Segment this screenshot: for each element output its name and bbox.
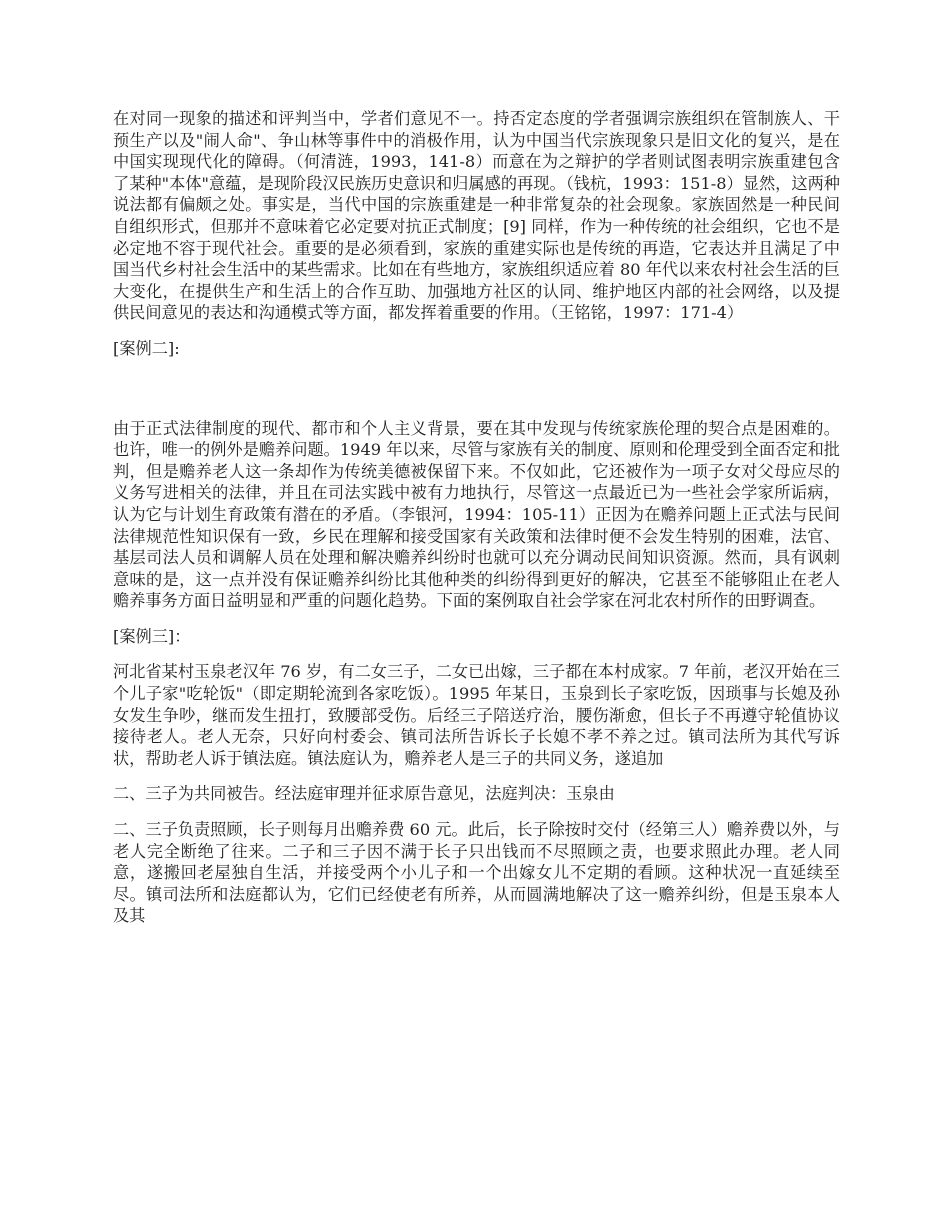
paragraph-lineage-debate: 在对同一现象的描述和评判当中，学者们意见不一。持否定态度的学者强调宗族组织在管制族人、干预生产以及"闹人命"、争山林等事件中的消极作用，认为中国当代宗族现象只是旧文化的复兴，是在中国实现现代化的障碍。（何清涟，1993，141-8）而意在为之辩护的学者则试图表明宗族重建包含了某种"本体"意蕴，是现阶段汉民族历史意识和归属感的再现。（钱杭，1993：151-8）显然，这两种说法都有偏颇之处。事实是，当代中国的宗族重建是一种非常复杂的社会现象。家族固然是一种民间自组织形式，但那并不意味着它必定要对抗正式制度；[9] 同样，作为一种传统的社会组织，它也不是必定地不容于现代社会。重要的是必须看到，家族的重建实际也是传统的再造，它表达并且满足了中国当代乡村社会生活中的某些需求。比如在有些地方，家族组织适应着 80 年代以来农村社会生活的巨大变化，在提供生产和生活上的合作互助、加强地方社区的认同、维护地区内部的社会网络，以及提供民间意见的表达和沟通模式等方面，都发挥着重要的作用。（王铭铭，1997：171-4）: [113, 109, 840, 323]
paragraph-aftermath: 二、三子负责照顾，长子则每月出赡养费 60 元。此后，长子除按时交付（经第三人）赡养费以外，与老人完全断绝了往来。二子和三子因不满于长子只出钱而不尽照顾之责，也要求照此办理。老人同意，遂搬回老屋独自生活，并接受两个小儿子和一个出嫁女儿不定期的看顾。这种状况一直延续至尽。镇司法所和法庭都认为，它们已经使老有所养，从而圆满地解决了这一赡养纠纷，但是玉泉本人及其: [113, 820, 840, 926]
blank-space: [113, 374, 840, 418]
paragraph-court-ruling: 二、三子为共同被告。经法庭审理并征求原告意见，法庭判决：玉泉由: [113, 784, 615, 804]
document-page: [113, 108, 840, 941]
paragraph-case-three-story: 河北省某村玉泉老汉年 76 岁，有二女三子，二女已出嫁，三子都在本村成家。7 年前，老汉开始在三个儿子家"吃轮饭"（即定期轮流到各家吃饭）。1995 年某日，玉泉到长子家吃饭，因琐事与长媳及孙女发生争吵，继而发生扭打，致腰部受伤。后经三子陪送疗治，腰伤渐愈，但长子不再遵守轮值协议接待老人。老人无奈，只好向村委会、镇司法所告诉长子长媳不孝不养之过。镇司法所为其代写诉状，帮助老人诉于镇法庭。镇法庭认为，赡养老人是三子的共同义务，遂追加: [113, 662, 840, 768]
case-three-heading: [案例三]：: [113, 626, 191, 646]
paragraph-elder-support: 由于正式法律制度的现代、都市和个人主义背景，要在其中发现与传统家族伦理的契合点是困难的。也许，唯一的例外是赡养问题。1949 年以来，尽管与家族有关的制度、原则和伦理受到全面否定和批判，但是赡养老人这一条却作为传统美德被保留下来。不仅如此，它还被作为一项子女对父母应尽的义务写进相关的法律，并且在司法实践中被有力地执行，尽管这一点最近已为一些社会学家所诟病，认为它与计划生育政策有潜在的矛盾。（李银河，1994：105-11）正因为在赡养问题上正式法与民间法律规范性知识保有一致，乡民在理解和接受国家有关政策和法律时便不会发生特别的困难，法官、基层司法人员和调解人员在处理和解决赡养纠纷时也就可以充分调动民间知识资源。然而，具有讽刺意味的是，这一点并没有保证赡养纠纷比其他种类的纠纷得到更好的解决，它甚至不能够阻止在老人赡养事务方面日益明显和严重的问题化趋势。下面的案例取自社会学家在河北农村所作的田野调查。: [113, 418, 840, 611]
case-two-heading: [案例二]:: [113, 338, 180, 358]
